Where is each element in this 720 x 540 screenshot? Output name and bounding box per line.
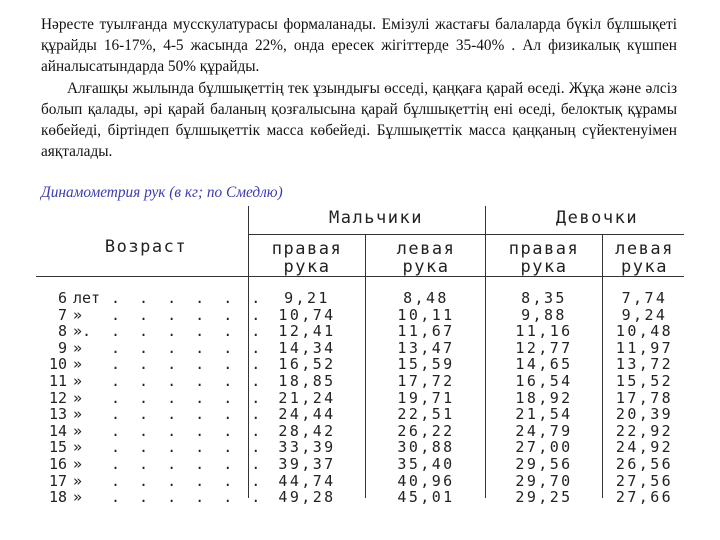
value-cell-boys-right: 24,44: [278, 405, 336, 424]
age-number: 13: [48, 405, 67, 424]
age-unit: лет: [73, 289, 101, 307]
age-cell: [46, 322, 266, 341]
age-number: 15: [48, 438, 67, 457]
body-text: [41, 14, 677, 162]
value-cell-boys-left: 22,51: [397, 405, 455, 424]
age-unit: »: [73, 338, 83, 357]
age-number: 11: [48, 372, 67, 390]
age-unit: »: [73, 372, 83, 390]
value-cell-girls-right: 18,92: [515, 388, 573, 407]
leader-dots: . . . . . .: [111, 438, 266, 457]
value-cell-girls-left: 15,52: [615, 372, 674, 390]
header-word-hand: рука: [283, 257, 331, 277]
age-cell: [46, 355, 266, 374]
boys-left-header: [368, 240, 484, 276]
age-cell: [46, 289, 266, 307]
value-cell-boys-left: 17,72: [397, 372, 455, 390]
header-word-hand: рука: [520, 257, 568, 277]
value-cell-girls-left: 27,56: [615, 471, 674, 490]
age-cell: [46, 305, 266, 324]
age-cell: [46, 421, 266, 440]
value-cell-girls-right: 29,56: [515, 455, 573, 473]
value-cell-girls-left: 11,97: [615, 338, 674, 357]
value-cell-girls-left: 26,56: [615, 455, 674, 473]
age-number: 18: [48, 488, 67, 507]
value-cell-girls-left: 20,39: [615, 405, 674, 424]
age-cell: [46, 455, 266, 473]
leader-dots: . . . . . .: [111, 488, 266, 507]
girls-right-header: [487, 240, 601, 276]
age-cell: [46, 372, 266, 390]
value-cell-girls-right: 12,77: [515, 338, 573, 357]
value-cell-girls-right: 14,65: [515, 355, 573, 374]
age-unit: »: [73, 438, 83, 457]
header-word-hand: рука: [621, 257, 668, 277]
leader-dots: . . . . . .: [111, 322, 266, 341]
leader-dots: . . . . . .: [111, 338, 266, 357]
age-cell: [46, 338, 266, 357]
girls-header: Девочки: [555, 208, 639, 228]
value-cell-boys-right: 10,74: [278, 305, 336, 324]
value-cell-girls-left: 22,92: [615, 421, 674, 440]
value-cell-boys-right: 33,39: [278, 438, 336, 457]
value-cell-boys-right: 44,74: [278, 471, 336, 490]
value-cell-boys-right: 12,41: [278, 322, 336, 341]
boys-header: Мальчики: [329, 208, 423, 228]
value-cell-boys-right: 28,42: [278, 421, 336, 440]
value-cell-girls-left: 13,72: [615, 355, 674, 374]
value-cell-boys-left: 8,48: [403, 289, 449, 307]
age-number: 10: [48, 355, 67, 374]
value-cell-girls-left: 9,24: [621, 305, 668, 324]
leader-dots: . . . . . .: [111, 455, 266, 473]
value-cell-boys-left: 35,40: [397, 455, 455, 473]
age-number: 6: [57, 289, 67, 307]
value-cell-boys-right: 16,52: [278, 355, 336, 374]
dynamometry-table: [36, 206, 684, 536]
value-cell-girls-left: 24,92: [615, 438, 674, 457]
age-unit: ».: [73, 322, 92, 341]
value-cell-girls-right: 8,35: [521, 289, 567, 307]
value-cell-boys-left: 19,71: [397, 388, 455, 407]
age-unit: »: [73, 455, 83, 473]
paragraph-2: Алғашқы жылында бұлшықеттің тек ұзындығы өсседі, қаңқаға қарай өседі. Жұқа және әлсіз болып қалады, әрі қарай баланың қозғалысына қарай бұлшықеттің ені өседі, белоктық құрамы көбейеді, біртіндеп бұлшықеттік масса көбейеді. Бұлшықеттік масса қаңқаның сүйектенуімен аяқталады.: [41, 79, 677, 161]
value-cell-boys-left: 10,11: [397, 305, 455, 324]
leader-dots: . . . . . .: [111, 421, 266, 440]
value-cell-boys-left: 15,59: [397, 355, 455, 374]
age-cell: [46, 438, 266, 457]
value-cell-boys-right: 49,28: [278, 488, 336, 507]
value-cell-boys-right: 9,21: [284, 289, 330, 307]
value-cell-girls-left: 27,66: [615, 488, 674, 507]
age-header: Возраст: [104, 237, 188, 257]
boys-right-header: [250, 240, 364, 276]
value-cell-girls-right: 21,54: [515, 405, 573, 424]
value-cell-girls-right: 9,88: [521, 305, 567, 324]
value-cell-girls-right: 11,16: [515, 322, 573, 341]
value-cell-girls-right: 29,25: [515, 488, 573, 507]
value-cell-girls-right: 16,54: [515, 372, 573, 390]
age-unit: »: [73, 388, 83, 407]
age-number: 7: [57, 305, 67, 324]
value-cell-girls-right: 29,70: [515, 471, 573, 490]
value-cell-boys-right: 14,34: [278, 338, 336, 357]
age-unit: »: [73, 471, 83, 490]
leader-dots: . . . . . .: [111, 471, 266, 490]
header-word-right: правая: [271, 239, 343, 259]
header-word-left: левая: [615, 239, 674, 259]
age-number: 9: [57, 338, 67, 357]
value-cell-boys-right: 21,24: [278, 388, 336, 407]
age-cell: [46, 405, 266, 424]
value-cell-boys-left: 45,01: [397, 488, 455, 507]
table-subheader-line: [248, 234, 684, 235]
leader-dots: . . . . . .: [111, 405, 266, 424]
age-unit: »: [73, 355, 83, 374]
value-cell-boys-right: 18,85: [278, 372, 336, 390]
table-caption: Динамометрия рук (в кг; по Смедлю): [41, 184, 283, 201]
header-word-right: правая: [508, 239, 580, 259]
value-cell-boys-left: 40,96: [397, 471, 455, 490]
table-divider-groups: [485, 206, 486, 498]
age-unit: »: [73, 421, 83, 440]
leader-dots: . . . . . .: [111, 305, 266, 324]
age-number: 8: [57, 322, 67, 341]
age-number: 17: [48, 471, 67, 490]
table-divider-boys: [365, 234, 366, 498]
age-number: 14: [48, 421, 67, 440]
age-unit: »: [73, 405, 83, 424]
age-cell: [46, 471, 266, 490]
value-cell-girls-left: 7,74: [621, 289, 668, 307]
leader-dots: . . . . . .: [111, 372, 266, 390]
table-header-line: [36, 276, 684, 277]
age-unit: »: [73, 488, 83, 507]
value-cell-girls-left: 17,78: [615, 388, 674, 407]
age-number: 12: [48, 388, 67, 407]
table-divider-girls: [602, 234, 603, 498]
header-word-left: левая: [396, 239, 456, 259]
header-word-hand: рука: [402, 257, 450, 277]
value-cell-boys-left: 26,22: [397, 421, 455, 440]
girls-left-header: [605, 240, 684, 276]
value-cell-boys-right: 39,37: [278, 455, 336, 473]
value-cell-boys-left: 30,88: [397, 438, 455, 457]
paragraph-1: Нәресте туылғанда мусскулатурасы формаланады. Емізулі жастағы балаларда бүкіл бұлшықеті құрайды 16-17%, 4-5 жасында 22%, онда ересек жігіттерде 35-40% . Ал физикалық күшпен айналысатындарда 50% құрайды.: [41, 16, 677, 76]
value-cell-girls-right: 24,79: [515, 421, 573, 440]
age-cell: [46, 488, 266, 507]
leader-dots: . . . . . .: [111, 388, 266, 407]
value-cell-boys-left: 11,67: [397, 322, 455, 341]
leader-dots: . . . . . .: [111, 289, 266, 307]
age-cell: [46, 388, 266, 407]
value-cell-boys-left: 13,47: [397, 338, 455, 357]
value-cell-girls-right: 27,00: [515, 438, 573, 457]
age-unit: »: [73, 305, 83, 324]
value-cell-girls-left: 10,48: [615, 322, 674, 341]
leader-dots: . . . . . .: [111, 355, 266, 374]
age-number: 16: [48, 455, 67, 473]
